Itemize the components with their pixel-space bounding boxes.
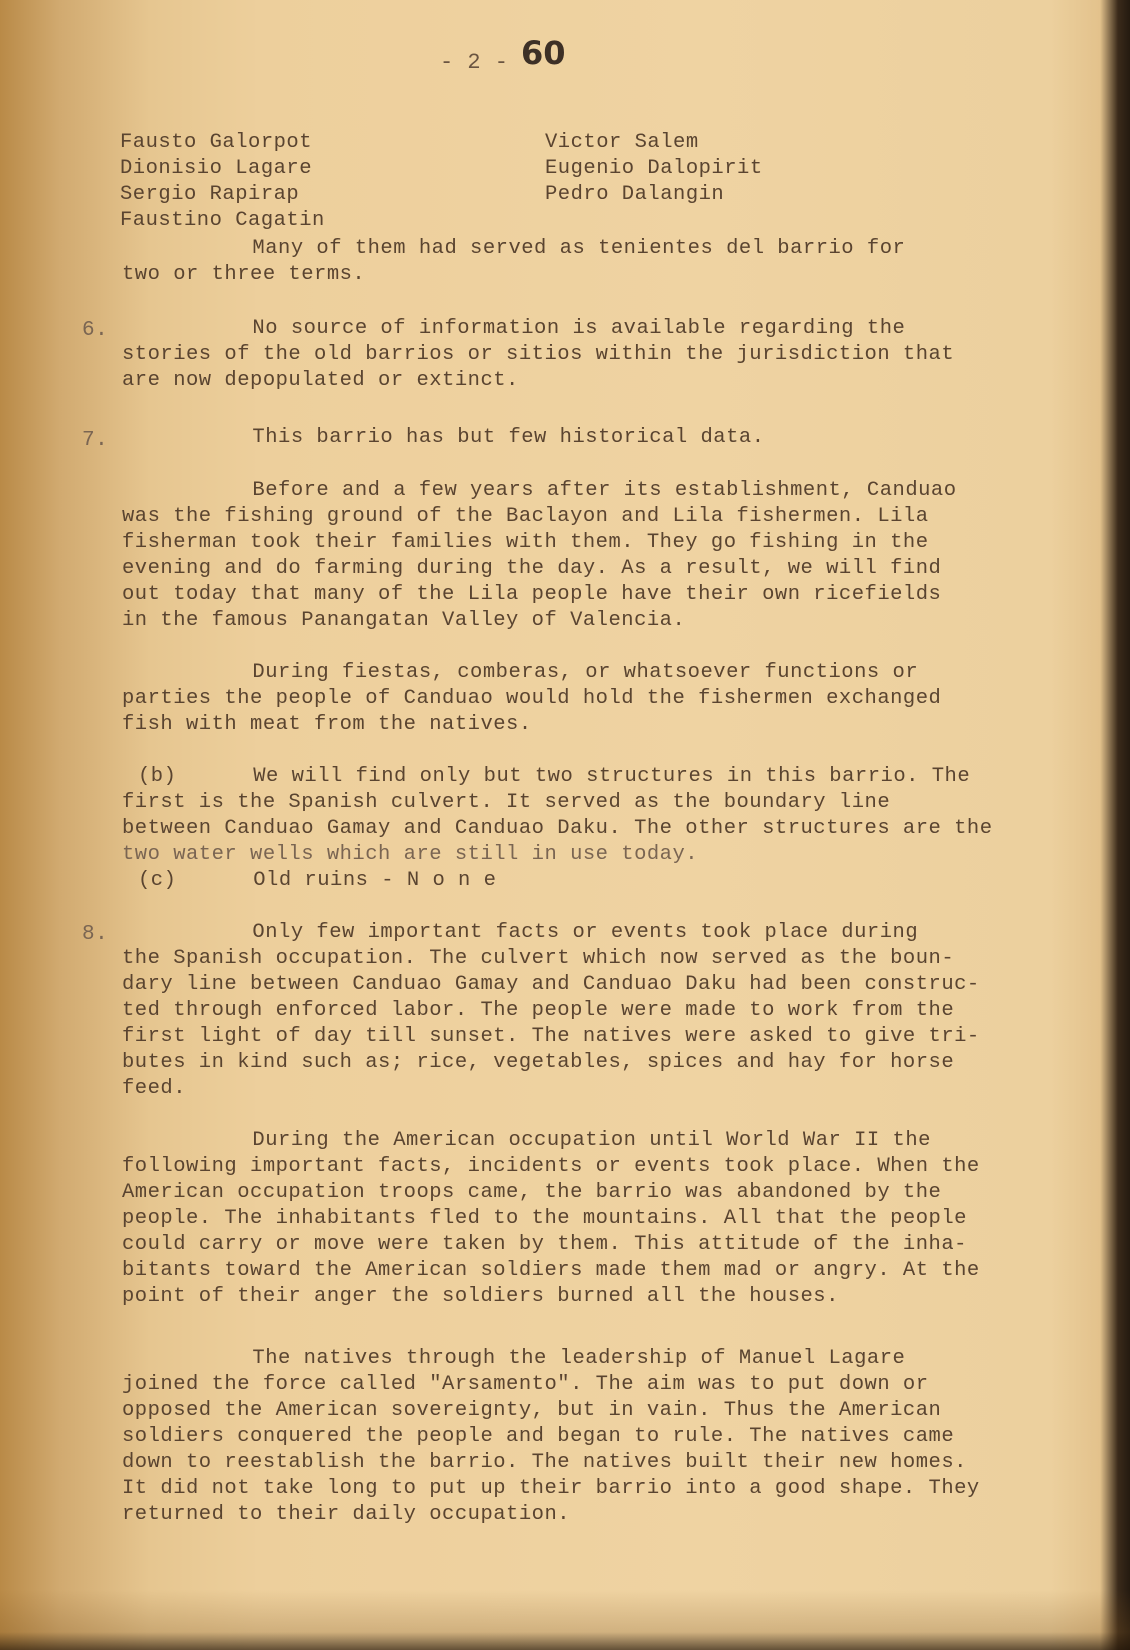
text-line: could carry or move were taken by them. This attitude of the inha- (122, 1233, 967, 1256)
text-line: returned to their daily occupation. (122, 1503, 571, 1526)
text-line: people. The inhabitants fled to the mountains. All that the people (122, 1207, 967, 1230)
text-line: between Canduao Gamay and Canduao Daku. The other structures are the (122, 817, 993, 840)
text-line: The natives through the leadership of Manuel Lagare (150, 1347, 906, 1370)
name-line: Fausto Galorpot (120, 131, 313, 154)
text-line: During the American occupation until World War II the (150, 1129, 931, 1152)
page-bottom-shadow (0, 1590, 1130, 1650)
text-line: Many of them had served as tenientes del barrio for (150, 237, 906, 260)
text-line: following important facts, incidents or events took place. When the (122, 1155, 980, 1178)
text-line: are now depopulated or extinct. (122, 369, 519, 392)
name-line: Pedro Dalangin (545, 183, 725, 206)
text-line: bitants toward the American soldiers made them mad or angry. At the (122, 1259, 980, 1282)
text-line: point of their anger the soldiers burned all the houses. (122, 1285, 839, 1308)
text-line: American occupation troops came, the barrio was abandoned by the (122, 1181, 942, 1204)
text-line: ted through enforced labor. The people were made to work from the (122, 999, 955, 1022)
text-line: in the famous Panangatan Valley of Valencia. (122, 609, 686, 632)
text-line: soldiers conquered the people and began to rule. The natives came (122, 1425, 955, 1448)
text-line: out today that many of the Lila people have their own ricefields (122, 583, 942, 606)
text-line: first is the Spanish culvert. It served as the boundary line (122, 791, 891, 814)
text-line: fisherman took their families with them. They go fishing in the (122, 531, 929, 554)
text-line: parties the people of Canduao would hold the fishermen exchanged (122, 687, 942, 710)
text-line: first light of day till sunset. The natives were asked to give tri- (122, 1025, 980, 1048)
text-line: (b) We will find only but two structures in this barrio. The (138, 765, 971, 788)
section-number: 7. (82, 429, 109, 452)
section-7-intro: This barrio has but few historical data. (150, 426, 765, 449)
name-line: Victor Salem (545, 131, 699, 154)
typed-page-number: - 2 - (440, 50, 509, 75)
text-line: dary line between Canduao Gamay and Canduao Daku had been construc- (122, 973, 980, 996)
name-line: Sergio Rapirap (120, 183, 300, 206)
text-line: Before and a few years after its establishment, Canduao (150, 479, 957, 502)
section-number: 6. (82, 319, 109, 342)
text-line: two water wells which are still in use today. (122, 843, 699, 866)
text-line: No source of information is available regarding the (150, 317, 906, 340)
name-line: Faustino Cagatin (120, 209, 325, 232)
text-line: the Spanish occupation. The culvert which now served as the boun- (122, 947, 955, 970)
section-7-item-c: (c) Old ruins - N o n e (138, 869, 497, 892)
text-line: During fiestas, comberas, or whatsoever functions or (150, 661, 919, 684)
handwritten-page-number: 60 (521, 34, 566, 72)
text-line: butes in kind such as; rice, vegetables, spices and hay for horse (122, 1051, 955, 1074)
name-line: Eugenio Dalopirit (545, 157, 763, 180)
text-line: opposed the American sovereignty, but in vain. Thus the American (122, 1399, 942, 1422)
text-line: stories of the old barrios or sitios within the jurisdiction that (122, 343, 955, 366)
name-line: Dionisio Lagare (120, 157, 313, 180)
text-line: joined the force called "Arsamento". The aim was to put down or (122, 1373, 929, 1396)
section-number: 8. (82, 923, 109, 946)
text-line: was the fishing ground of the Baclayon and Lila fishermen. Lila (122, 505, 929, 528)
text-line: fish with meat from the natives. (122, 713, 532, 736)
text-line: feed. (122, 1077, 187, 1100)
text-line: two or three terms. (122, 263, 366, 286)
text-line: evening and do farming during the day. As a result, we will find (122, 557, 942, 580)
text-line: down to reestablish the barrio. The natives built their new homes. (122, 1451, 967, 1474)
text-line: Only few important facts or events took place during (150, 921, 919, 944)
text-line: It did not take long to put up their barrio into a good shape. They (122, 1477, 980, 1500)
